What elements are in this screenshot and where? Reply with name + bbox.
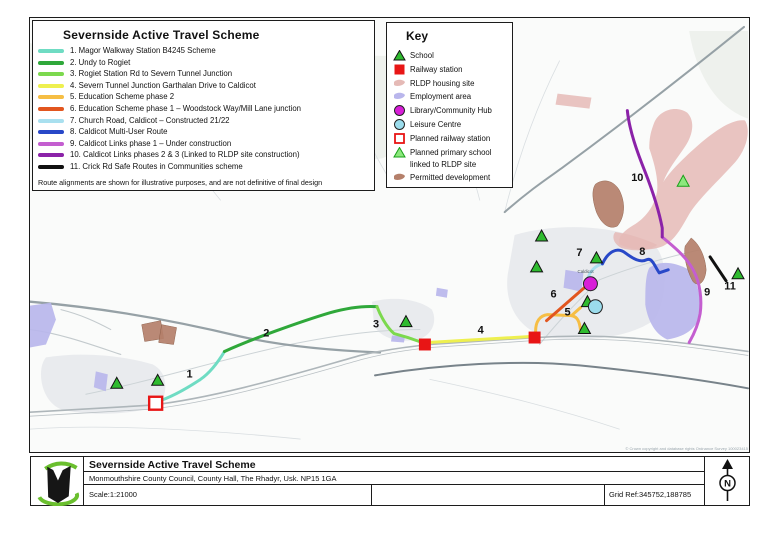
key-item-label: Leisure Centre [410, 119, 462, 129]
key-item-label: Planned railway station [410, 133, 491, 143]
planned-railway-station-icon [393, 133, 406, 144]
route-number-label: 9 [704, 286, 711, 299]
route-number-label: 3 [372, 318, 380, 331]
key-item-label: Library/Community Hub [410, 106, 492, 116]
legend-route-label: 4. Severn Tunnel Junction Garthalan Drive to Caldicot [70, 80, 256, 90]
route-11-path [710, 257, 726, 281]
library-hub-marker-icon [583, 277, 597, 291]
legend-route-10 [38, 151, 374, 159]
key-item-label: Planned primary school [410, 147, 492, 157]
key-item-school-triangle [393, 50, 512, 61]
railway-station-marker-icon [419, 339, 431, 351]
employment-patch-icon [393, 91, 406, 102]
road-line [430, 379, 619, 429]
key-item-library-hub [393, 105, 512, 116]
route-9-swatch-icon [38, 142, 64, 146]
legend-route-5 [38, 93, 374, 101]
key-item-label: RLDP housing site [410, 78, 475, 88]
employment-zone [436, 288, 448, 298]
key-item-planned-railway-station [393, 133, 512, 144]
council-logo-cell [31, 457, 84, 505]
route-7-swatch-icon [38, 119, 64, 123]
legend-route-8 [38, 128, 374, 136]
key-item-label: Permitted development [410, 173, 491, 183]
permitted-development-icon [393, 172, 406, 183]
legend-route-label: 6. Education Scheme phase 1 – Woodstock Way/Mill Lane junction [70, 103, 302, 113]
route-number-label: 1 [186, 368, 193, 381]
legend-route-label: 1. Magor Walkway Station B4245 Scheme [70, 46, 216, 55]
legend-route-2 [38, 59, 374, 67]
map-title: Severnside Active Travel Scheme [89, 459, 256, 471]
key-item-planned-school-triangle [393, 147, 512, 158]
route-number-label: 6 [550, 288, 557, 301]
route-1-swatch-icon [38, 49, 64, 53]
divider [84, 471, 704, 472]
route-4-swatch-icon [38, 84, 64, 88]
key-item-label: Railway station [410, 64, 463, 74]
key-title: Key [406, 29, 429, 43]
route-2-path [224, 306, 380, 351]
permitted-zone [593, 181, 624, 227]
key-item-leisure-centre [393, 119, 512, 130]
legend-route-label: 3. Rogiet Station Rd to Severn Tunnel Junction [70, 69, 233, 79]
divider [604, 484, 605, 505]
legend-route-label: 2. Undy to Rogiet [70, 57, 131, 67]
route-number-label: 11 [724, 280, 736, 293]
route-8-swatch-icon [38, 130, 64, 134]
key-item-railway-station [393, 64, 512, 75]
route-number-label: 10 [631, 172, 644, 185]
leisure-centre-icon [393, 119, 406, 130]
route-10-swatch-icon [38, 153, 64, 157]
legend-route-label: 11. Crick Rd Safe Routes in Communities scheme [70, 161, 243, 171]
railway-station-icon [393, 64, 406, 75]
grid-reference: Grid Ref:345752,188785 [609, 490, 692, 499]
legend-title: Severnside Active Travel Scheme [63, 28, 260, 42]
legend-route-9 [38, 140, 374, 148]
map-key-panel [386, 22, 513, 188]
legend-route-11 [38, 163, 374, 171]
legend-route-3 [38, 70, 374, 78]
route-2-swatch-icon [38, 61, 64, 65]
planned-railway-station-marker-icon [149, 397, 162, 410]
legend-route-4 [38, 82, 374, 90]
legend-route-1 [38, 47, 374, 55]
legend-route-label: 5. Education Scheme phase 2 [70, 92, 175, 102]
svg-text:N: N [724, 478, 731, 490]
route-6-swatch-icon [38, 107, 64, 111]
planned-school-triangle-icon [393, 147, 406, 158]
key-item-rldp-housing-patch [393, 78, 512, 89]
legend-route-7 [38, 117, 374, 125]
os-copyright-note: © Crown copyright and database rights Ordnance Survey 100023415 [625, 446, 748, 451]
road-line [61, 310, 111, 330]
north-arrow-icon [705, 457, 750, 505]
key-item-employment-patch [393, 91, 512, 102]
route-number-label: 5 [564, 306, 571, 319]
road-line [30, 427, 300, 439]
key-item-label: Employment area [410, 92, 472, 102]
leisure-centre-marker-icon [588, 300, 602, 314]
permitted-zone [159, 325, 177, 345]
monmouthshire-logo-icon [31, 457, 83, 506]
scale-value: Scale:1:21000 [89, 490, 137, 499]
title-bar [30, 456, 750, 506]
school-triangle-icon [393, 50, 406, 61]
route-legend-panel [32, 20, 375, 191]
legend-route-label: 9. Caldicot Links phase 1 – Under construction [70, 138, 232, 148]
divider [371, 484, 372, 505]
route-number-label: 4 [477, 324, 484, 337]
railway-station-marker-icon [529, 332, 541, 344]
route-number-label: 2 [263, 327, 270, 340]
divider [84, 484, 704, 485]
north-arrow-cell [704, 457, 749, 505]
route-number-label: 8 [639, 245, 646, 258]
place-label: Caldicot [577, 268, 594, 274]
legend-items [33, 47, 374, 171]
route-11-swatch-icon [38, 165, 64, 169]
title-bar-main [84, 457, 704, 505]
route-number-label: 7 [576, 246, 583, 259]
legend-disclaimer: Route alignments are shown for illustrative purposes, and are not definitive of final design [38, 177, 323, 187]
legend-route-label: 7. Church Road, Caldicot – Constructed 21/22 [70, 115, 230, 125]
council-address: Monmouthshire County Council, County Hall, The Rhadyr, Usk. NP15 1GA [89, 474, 337, 483]
school-marker-icon [732, 268, 744, 279]
road-line [30, 302, 380, 353]
key-item-permitted-development [393, 172, 512, 183]
legend-route-6 [38, 105, 374, 113]
route-3-swatch-icon [38, 72, 64, 76]
employment-zone [30, 303, 56, 348]
rldp-housing-patch-icon [393, 78, 406, 89]
library-hub-icon [393, 105, 406, 116]
key-item-label: School [410, 51, 434, 60]
greenspace-area [689, 31, 748, 119]
route-5-swatch-icon [38, 95, 64, 99]
rldp-zone [556, 94, 592, 109]
legend-route-label: 10. Caldicot Links phases 2 & 3 (Linked to RLDP site construction) [70, 150, 300, 160]
key-item-label-line2: linked to RLDP site [410, 160, 477, 170]
road-line [375, 363, 748, 388]
key-items [387, 50, 512, 183]
legend-route-label: 8. Caldicot Multi-User Route [70, 127, 168, 137]
